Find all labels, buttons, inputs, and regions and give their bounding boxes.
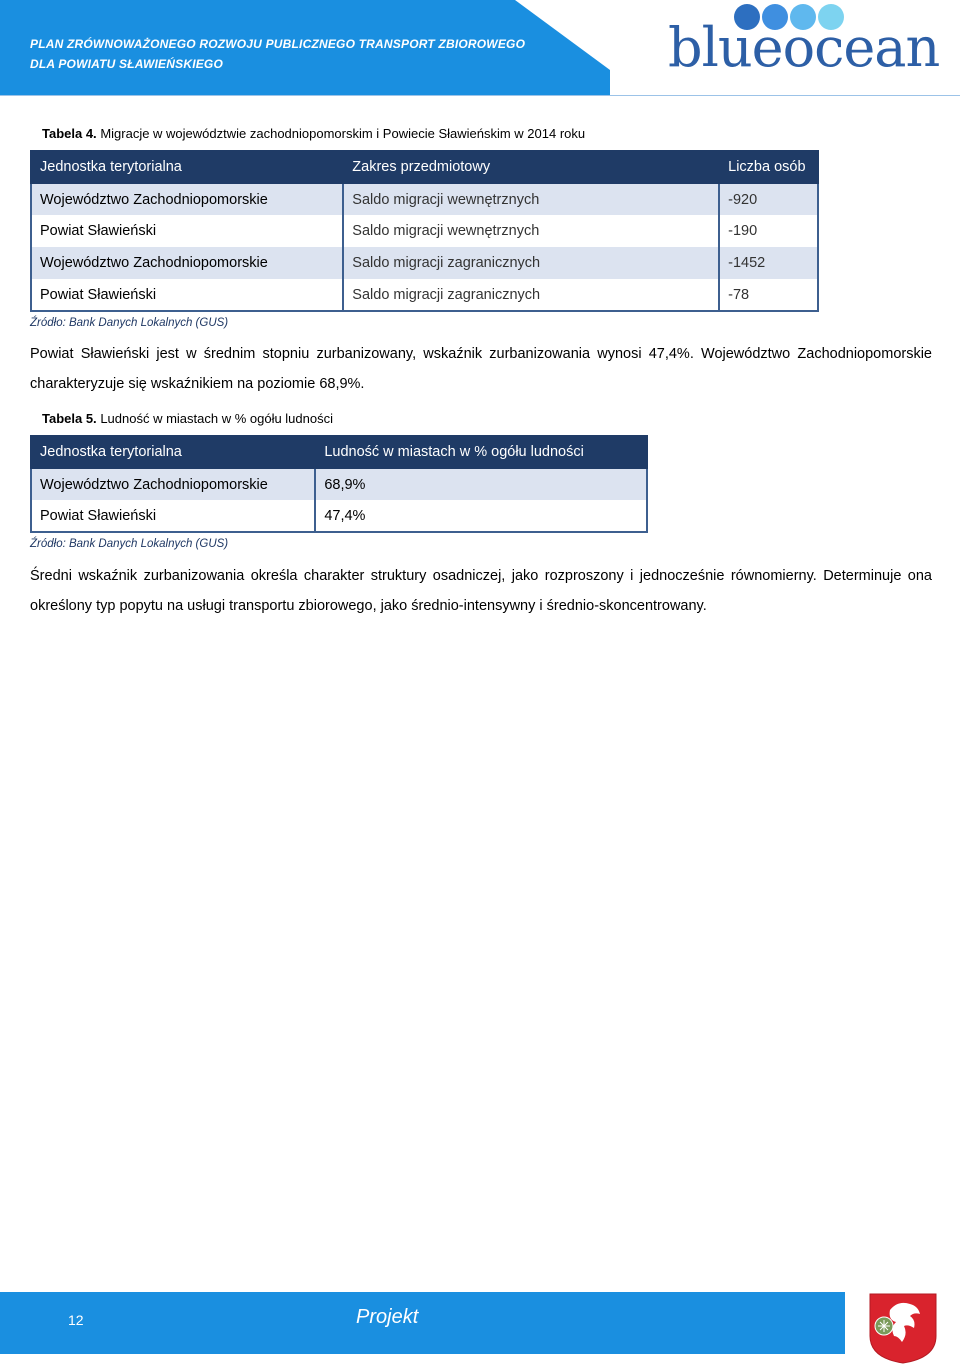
table4-caption-label: Tabela 4.	[42, 126, 97, 141]
table-cell: Saldo migracji wewnętrznych	[343, 183, 719, 215]
table-cell: Województwo Zachodniopomorskie	[31, 183, 343, 215]
table5-caption-label: Tabela 5.	[42, 411, 97, 426]
table-row	[31, 215, 818, 247]
table4-source: Źródło: Bank Danych Lokalnych (GUS)	[30, 317, 229, 329]
header-divider	[0, 95, 960, 96]
table-header-row	[31, 436, 647, 468]
table-cell: Województwo Zachodniopomorskie	[31, 468, 315, 500]
table-cell: 68,9%	[315, 468, 647, 500]
page-number: 12	[68, 1312, 84, 1328]
table-cell: Województwo Zachodniopomorskie	[31, 247, 343, 279]
column-header: Jednostka terytorialna	[31, 436, 315, 468]
document-title-line1: PLAN ZRÓWNOWAŻONEGO ROZWOJU PUBLICZNEGO TRANSPORT ZBIOROWEGO	[30, 37, 526, 51]
table5-caption-text: Ludność w miastach w % ogółu ludności	[100, 411, 333, 426]
column-header: Zakres przedmiotowy	[343, 151, 719, 183]
table-row	[31, 183, 818, 215]
table-cell: Saldo migracji zagranicznych	[343, 247, 719, 279]
table-row	[31, 279, 818, 311]
footer-label: Projekt	[356, 1306, 419, 1328]
table-row	[31, 247, 818, 279]
table-cell: -190	[719, 215, 818, 247]
table-cell: Saldo migracji wewnętrznych	[343, 215, 719, 247]
table-cell: Powiat Sławieński	[31, 500, 315, 532]
document-title-line2: DLA POWIATU SŁAWIEŃSKIEGO	[30, 57, 223, 71]
table-cell: Powiat Sławieński	[31, 215, 343, 247]
table5-source: Źródło: Bank Danych Lokalnych (GUS)	[30, 538, 229, 550]
table4-caption-text: Migracje w województwie zachodniopomorskim i Powiecie Sławieńskim w 2014 roku	[100, 126, 586, 141]
column-header: Ludność w miastach w % ogółu ludności	[315, 436, 647, 468]
table-cell: 47,4%	[315, 500, 647, 532]
urban-population-table	[30, 435, 648, 533]
migration-table	[30, 150, 819, 312]
blueocean-logo	[668, 4, 940, 79]
table-cell: -920	[719, 183, 818, 215]
footer-bar	[0, 1292, 845, 1354]
logo-text: blueocean	[668, 16, 940, 79]
table-cell: -78	[719, 279, 818, 311]
document-title	[30, 34, 525, 74]
table-row	[31, 468, 647, 500]
coat-of-arms-icon	[868, 1292, 938, 1364]
table-cell: -1452	[719, 247, 818, 279]
page-header	[0, 0, 960, 96]
column-header: Jednostka terytorialna	[31, 151, 343, 183]
paragraph-settlement: Średni wskaźnik zurbanizowania określa charakter struktury osadniczej, jako rozproszony i jednocześnie równomierny. Determinuje ona określony typ popytu na usługi transportu zbiorowego, jako średnio-intensywny i średnio-skoncentrowany.	[30, 568, 932, 614]
paragraph-urbanization: Powiat Sławieński jest w średnim stopniu zurbanizowany, wskaźnik zurbanizowania wynosi 47,4%. Województwo Zachodniopomorskie charakteryzuje się wskaźnikiem na poziomie 68,9%.	[30, 346, 932, 392]
table-header-row	[31, 151, 818, 183]
table-cell: Saldo migracji zagranicznych	[343, 279, 719, 311]
table-cell: Powiat Sławieński	[31, 279, 343, 311]
column-header: Liczba osób	[719, 151, 818, 183]
table5-caption	[42, 411, 333, 426]
table-row	[31, 500, 647, 532]
table4-caption	[42, 126, 585, 141]
